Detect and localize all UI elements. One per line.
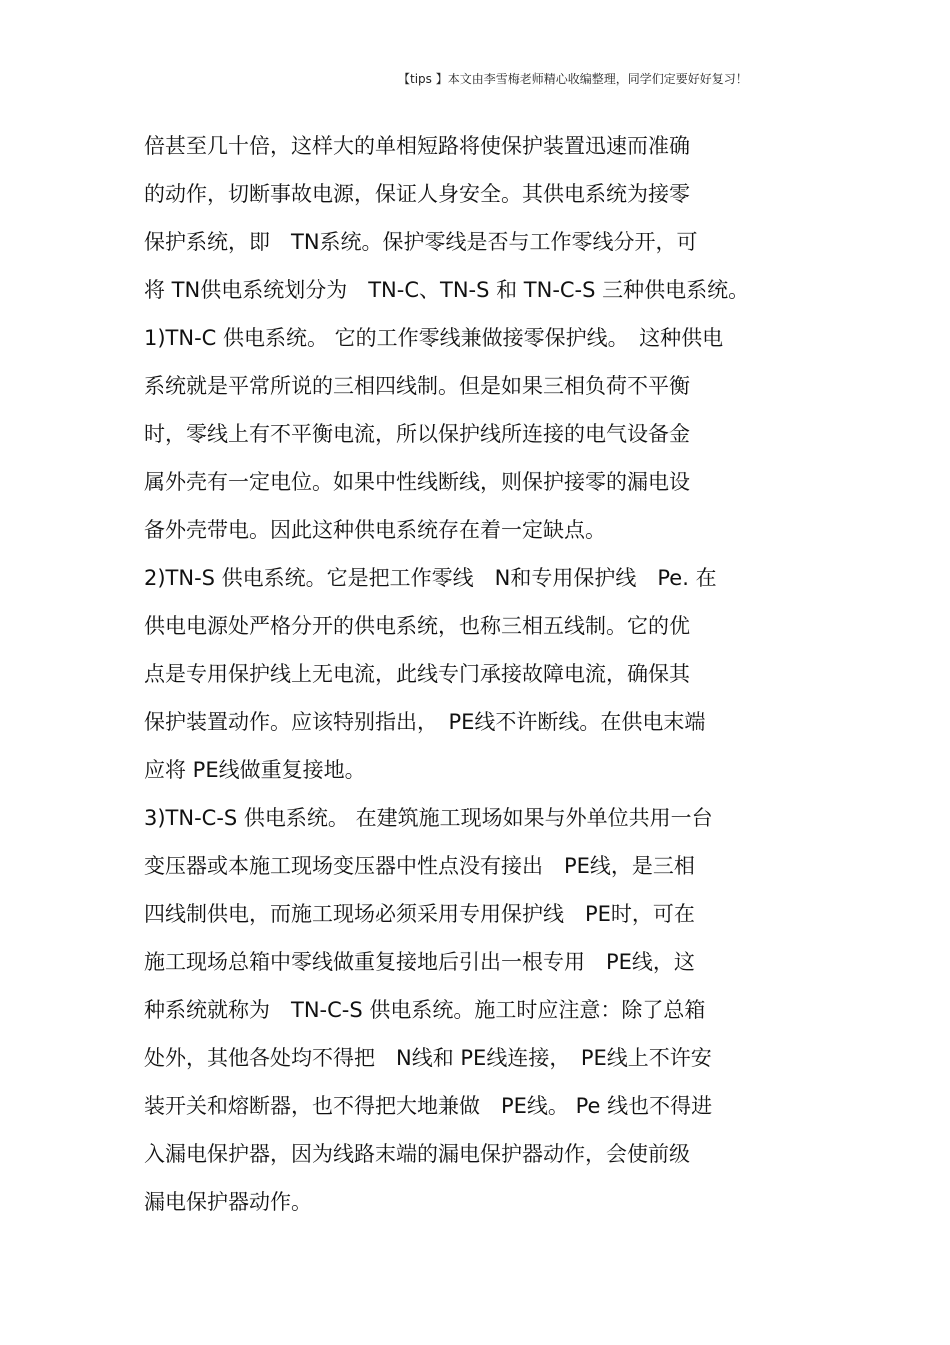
text-line: 漏电保护器动作。 [144, 1190, 312, 1214]
text-line: 保护系统，即 TN系统。保护零线是否与工作零线分开，可 [144, 230, 698, 254]
text-line: 种系统就称为 TN-C-S 供电系统。施工时应注意：除了总箱 [144, 998, 706, 1022]
text-line: 系统就是平常所说的三相四线制。但是如果三相负荷不平衡 [144, 374, 690, 398]
text-line: 的动作，切断事故电源，保证人身安全。其供电系统为接零 [144, 182, 690, 206]
text-line: 供电电源处严格分开的供电系统，也称三相五线制。它的优 [144, 614, 690, 638]
text-line: 时，零线上有不平衡电流，所以保护线所连接的电气设备金 [144, 422, 690, 446]
text-line: 变压器或本施工现场变压器中性点没有接出 PE线，是三相 [144, 854, 695, 878]
text-line: 四线制供电，而施工现场必须采用专用保护线 PE时，可在 [144, 902, 695, 926]
text-line: 属外壳有一定电位。如果中性线断线，则保护接零的漏电设 [144, 470, 690, 494]
text-line: 点是专用保护线上无电流，此线专门承接故障电流，确保其 [144, 662, 690, 686]
text-line: 入漏电保护器，因为线路末端的漏电保护器动作，会使前级 [144, 1142, 690, 1166]
text-line: 1)TN-C 供电系统。 它的工作零线兼做接零保护线。 这种供电 [144, 326, 724, 350]
text-line: 2)TN-S 供电系统。它是把工作零线 N和专用保护线 Pe. 在 [144, 566, 717, 590]
document-body [144, 122, 824, 1226]
header-note: 【tips 】本文由李雪梅老师精心收编整理，同学们定要好好复习！ [398, 72, 748, 86]
text-line: 装开关和熔断器，也不得把大地兼做 PE线。 Pe 线也不得进 [144, 1094, 713, 1118]
text-line: 施工现场总箱中零线做重复接地后引出一根专用 PE线，这 [144, 950, 695, 974]
text-line: 处外，其他各处均不得把 N线和 PE线连接， PE线上不许安 [144, 1046, 712, 1070]
text-line: 应将 PE线做重复接地。 [144, 758, 366, 782]
text-line: 倍甚至几十倍，这样大的单相短路将使保护装置迅速而准确 [144, 134, 690, 158]
text-line: 备外壳带电。因此这种供电系统存在着一定缺点。 [144, 518, 606, 542]
text-line: 3)TN-C-S 供电系统。 在建筑施工现场如果与外单位共用一台 [144, 806, 713, 830]
text-line: 将 TN供电系统划分为 TN-C、TN-S 和 TN-C-S 三种供电系统。 [144, 278, 750, 302]
text-line: 保护装置动作。应该特别指出， PE线不许断线。在供电末端 [144, 710, 706, 734]
